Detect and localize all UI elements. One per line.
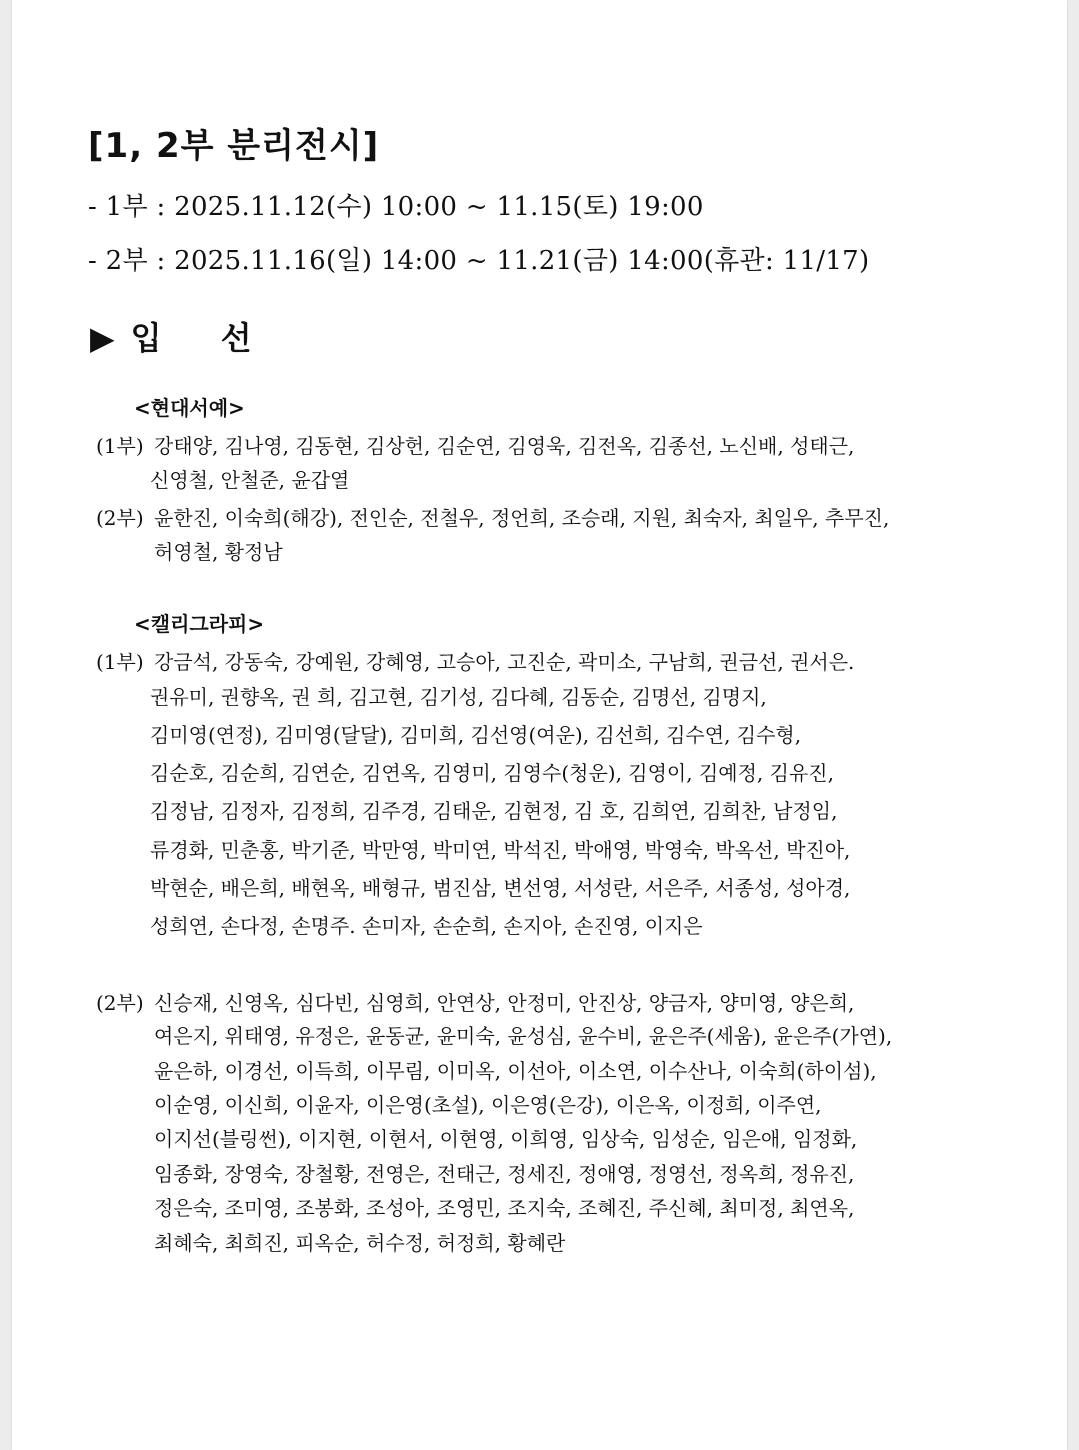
list-line: [96, 434, 854, 458]
list-line: 윤은하, 이경선, 이득희, 이무림, 이미옥, 이선아, 이소연, 이수산나, 이숙희(하이섬),: [154, 1059, 877, 1083]
document-title: [1, 2부 분리전시]: [88, 126, 380, 166]
list-line: 류경화, 민춘홍, 박기준, 박만영, 박미연, 박석진, 박애영, 박영숙, 박옥선, 박진아,: [150, 838, 851, 862]
list-line: 허영철, 황정남: [154, 540, 283, 564]
name-list: 강태양, 김나영, 김동현, 김상헌, 김순연, 김영욱, 김전옥, 김종선, 노신배, 성태근,: [154, 434, 855, 458]
list-line: 이지선(블링썬), 이지현, 이현서, 이현영, 이희영, 임상숙, 임성순, 임은애, 임정화,: [154, 1127, 858, 1151]
list-line: 최혜숙, 최희진, 피옥순, 허수정, 허정희, 황혜란: [154, 1231, 566, 1255]
list-line: 김미영(연정), 김미영(달달), 김미희, 김선영(여운), 김선희, 김수연, 김수형,: [150, 723, 802, 747]
document-page: [12, 0, 1067, 1450]
category-title-calligraphy: <캘리그라피>: [134, 612, 265, 636]
list-line: 이순영, 이신희, 이윤자, 이은영(초설), 이은영(은강), 이은옥, 이정희, 이주연,: [154, 1093, 822, 1117]
list-line: [96, 506, 889, 530]
list-line: 성희연, 손다정, 손명주. 손미자, 손순희, 손지아, 손진영, 이지은: [150, 914, 703, 938]
part-label: (2부): [96, 991, 144, 1015]
section-heading: [90, 313, 276, 359]
section-title: 입 선: [130, 319, 276, 357]
list-line: 여은지, 위태영, 유정은, 윤동균, 윤미숙, 윤성심, 윤수비, 윤은주(세움), 윤은주(가연),: [154, 1024, 893, 1048]
list-line: 박현순, 배은희, 배현옥, 배형규, 범진삼, 변선영, 서성란, 서은주, 서종성, 성아경,: [150, 876, 851, 900]
list-line: 권유미, 권향옥, 권 희, 김고현, 김기성, 김다혜, 김동순, 김명선, 김명지,: [150, 685, 767, 709]
list-line: 김정남, 김정자, 김정희, 김주경, 김태운, 김현정, 김 호, 김희연, 김희찬, 남정임,: [150, 799, 838, 823]
name-list: 신승재, 신영옥, 심다빈, 심영희, 안연상, 안정미, 안진상, 양금자, 양미영, 양은희,: [154, 991, 855, 1015]
list-line: [96, 650, 854, 674]
part-label: (1부): [96, 434, 144, 458]
category-title-modern-calligraphy: <현대서예>: [134, 396, 245, 420]
triangle-marker-icon: ▶: [90, 319, 115, 357]
schedule-part2: - 2부 : 2025.11.16(일) 14:00 ~ 11.21(금) 14:00(휴관: 11/17): [88, 246, 870, 276]
list-line: 임종화, 장영숙, 장철황, 전영은, 전태근, 정세진, 정애영, 정영선, 정옥희, 정유진,: [154, 1162, 855, 1186]
schedule-part1: - 1부 : 2025.11.12(수) 10:00 ~ 11.15(토) 19:00: [88, 192, 704, 222]
name-list: 윤한진, 이숙희(해강), 전인순, 전철우, 정언희, 조승래, 지원, 최숙자, 최일우, 추무진,: [154, 506, 890, 530]
name-list: 강금석, 강동숙, 강예원, 강혜영, 고승아, 고진순, 곽미소, 구남희, 권금선, 권서은.: [154, 650, 855, 674]
part-label: (1부): [96, 650, 144, 674]
list-line: 정은숙, 조미영, 조봉화, 조성아, 조영민, 조지숙, 조혜진, 주신혜, 최미정, 최연옥,: [154, 1196, 855, 1220]
part-label: (2부): [96, 506, 144, 530]
list-line: [96, 991, 854, 1015]
list-line: 신영철, 안철준, 윤갑열: [150, 468, 350, 492]
list-line: 김순호, 김순희, 김연순, 김연옥, 김영미, 김영수(청운), 김영이, 김예정, 김유진,: [150, 761, 834, 785]
